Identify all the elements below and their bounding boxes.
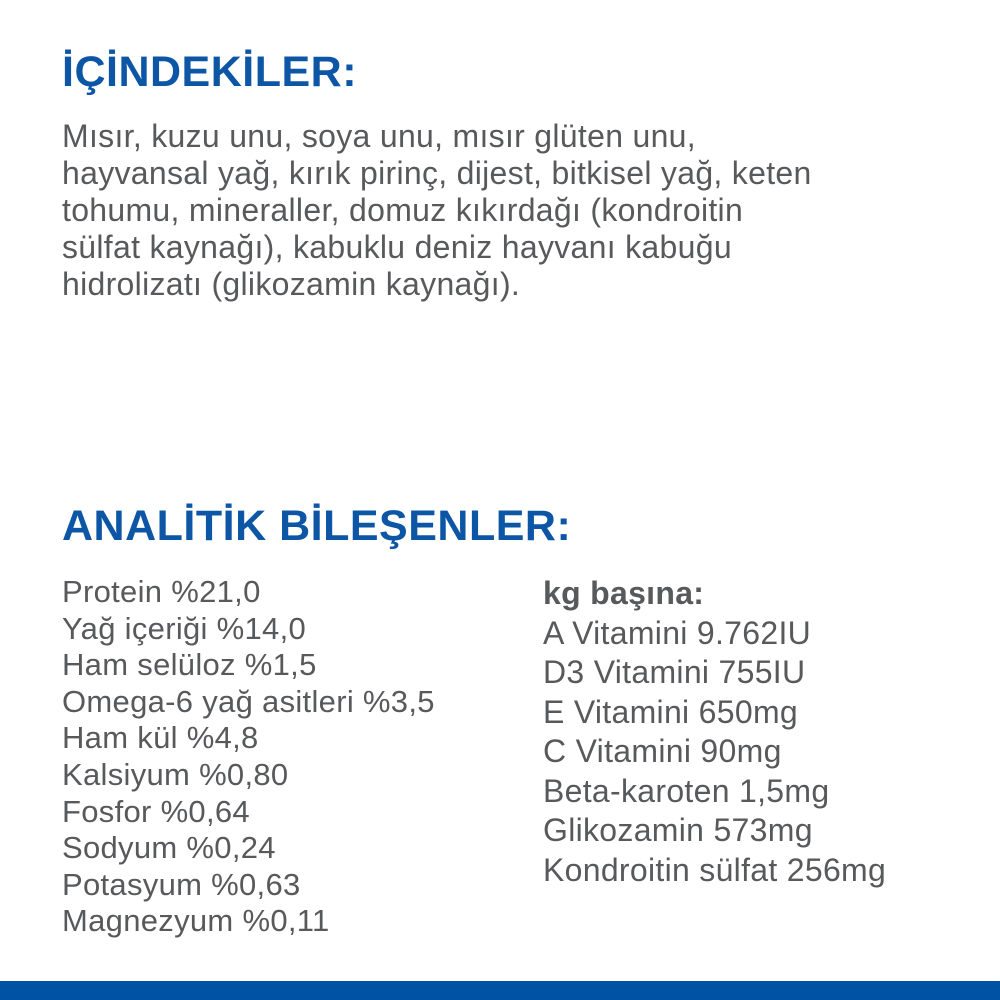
ingredient-line: hayvansal yağ, kırık pirinç, dijest, bitkisel yağ, keten (62, 155, 812, 191)
analytics-item-sodium: Sodyum %0,24 (62, 830, 276, 866)
ingredient-line: tohumu, mineraller, domuz kıkırdağı (kondroitin (62, 192, 744, 228)
analytics-item-potassium: Potasyum %0,63 (62, 866, 301, 902)
ingredients-paragraph (62, 118, 812, 303)
analytics-item-protein: Protein %21,0 (62, 574, 261, 609)
analytics-item-phosphorus: Fosfor %0,64 (62, 793, 250, 829)
footer-color-bar (0, 981, 1000, 1000)
ingredient-line: hidrolizatı (glikozamin kaynağı). (62, 266, 521, 302)
ingredient-line: sülfat kaynağı), kabuklu deniz hayvanı kabuğu (62, 229, 732, 265)
analytics-heading: ANALİTİK BİLEŞENLER: (62, 502, 572, 550)
analytics-item-beta-carotene: Beta-karoten 1,5mg (543, 772, 830, 809)
analytics-item-chondroitin: Kondroitin sülfat 256mg (543, 851, 887, 888)
analytics-item-glucosamine: Glikozamin 573mg (543, 812, 813, 848)
analytics-item-omega6: Omega-6 yağ asitleri %3,5 (62, 683, 435, 719)
analytics-item-calcium: Kalsiyum %0,80 (62, 756, 289, 792)
analytics-item-fat: Yağ içeriği %14,0 (62, 610, 307, 646)
analytics-left-column (62, 574, 435, 940)
ingredients-heading: İÇİNDEKİLER: (62, 48, 358, 96)
analytics-item-magnesium: Magnezyum %0,11 (62, 903, 330, 939)
ingredient-line: Mısır, kuzu unu, soya unu, mısır glüten unu, (62, 118, 696, 154)
per-kg-header: kg başına: (543, 575, 705, 611)
analytics-item-vitamin-c: C Vitamini 90mg (543, 733, 782, 769)
analytics-item-vitamin-d3: D3 Vitamini 755IU (543, 654, 806, 690)
analytics-item-ash: Ham kül %4,8 (62, 720, 259, 756)
analytics-right-column (543, 574, 886, 890)
analytics-item-cellulose: Ham selüloz %1,5 (62, 647, 317, 683)
analytics-item-vitamin-a: A Vitamini 9.762IU (543, 614, 812, 651)
analytics-item-vitamin-e: E Vitamini 650mg (543, 693, 799, 730)
